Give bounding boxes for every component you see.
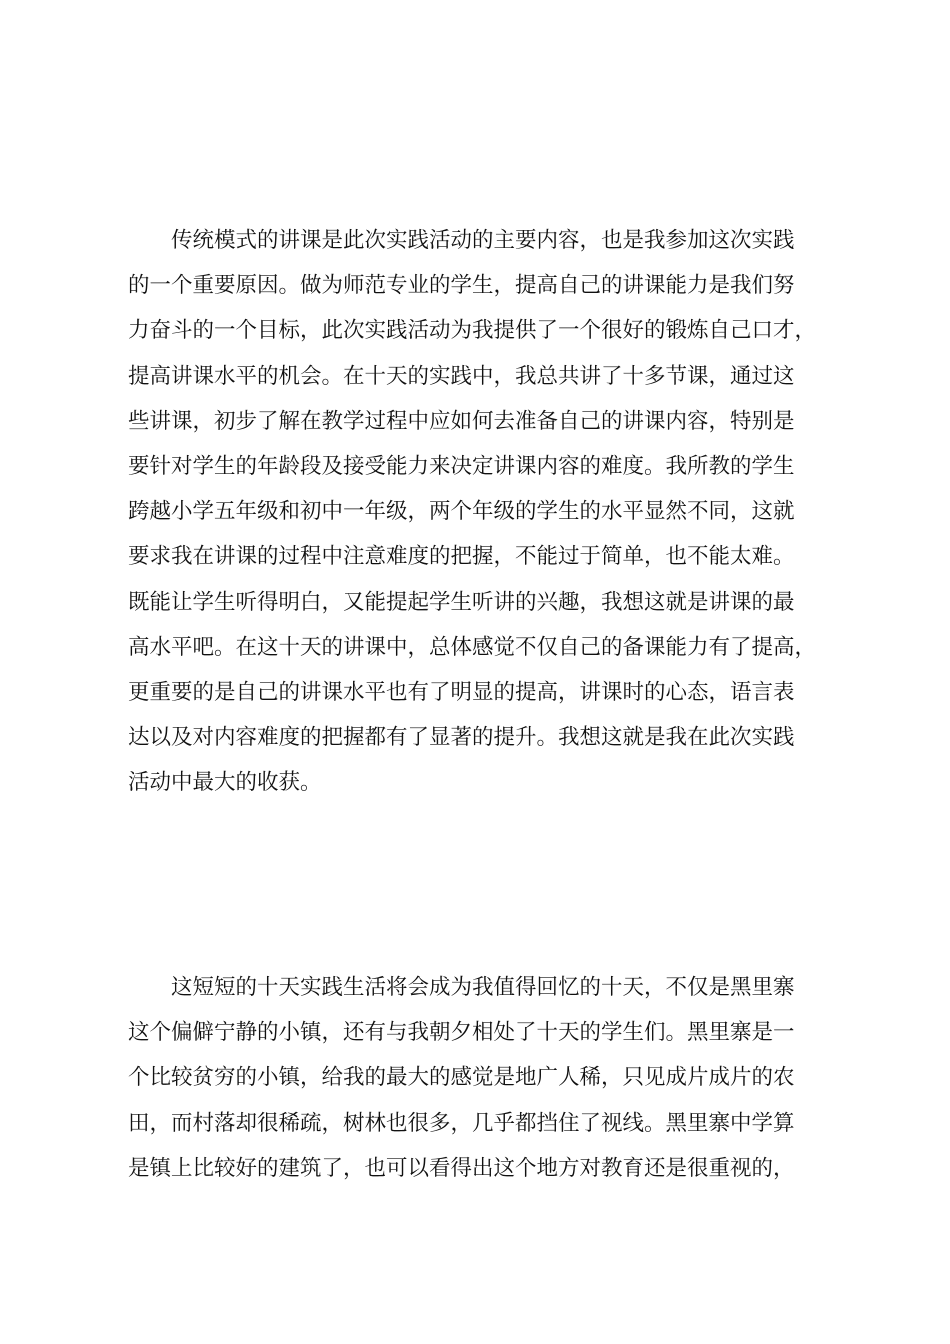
paragraph-1 [128, 218, 828, 805]
text-line: 田，而村落却很稀疏，树林也很多，几乎都挡住了视线。黑里寨中学算 [128, 1110, 795, 1136]
text-line: 这个偏僻宁静的小镇，还有与我朝夕相处了十天的学生们。黑里寨是一 [128, 1020, 795, 1046]
text-line: 传统模式的讲课是此次实践活动的主要内容，也是我参加这次实践 [171, 228, 795, 253]
text-line: 活动中最大的收获。 [128, 770, 322, 796]
text-line: 的一个重要原因。做为师范专业的学生，提高自己的讲课能力是我们努 [128, 273, 795, 299]
text-line: 个比较贫穷的小镇，给我的最大的感觉是地广人稀，只见成片成片的农 [128, 1065, 795, 1091]
text-line: 些讲课，初步了解在教学过程中应如何去准备自己的讲课内容，特别是 [128, 408, 795, 434]
text-line: 是镇上比较好的建筑了，也可以看得出这个地方对教育还是很重视的， [128, 1155, 795, 1181]
text-line: 要求我在讲课的过程中注意难度的把握，不能过于简单，也不能太难。 [128, 544, 795, 570]
text-line: 力奋斗的一个目标，此次实践活动为我提供了一个很好的锻炼自己口才， [128, 318, 817, 344]
text-line: 这短短的十天实践生活将会成为我值得回忆的十天，不仅是黑里寨 [171, 975, 795, 1000]
text-line: 要针对学生的年龄段及接受能力来决定讲课内容的难度。我所教的学生 [128, 453, 795, 479]
paragraph-2 [128, 965, 828, 1191]
text-line: 更重要的是自己的讲课水平也有了明显的提高，讲课时的心态，语言表 [128, 679, 795, 705]
text-line: 既能让学生听得明白，又能提起学生听讲的兴趣，我想这就是讲课的最 [128, 589, 795, 615]
text-line: 提高讲课水平的机会。在十天的实践中，我总共讲了十多节课，通过这 [128, 363, 795, 389]
text-line: 高水平吧。在这十天的讲课中，总体感觉不仅自己的备课能力有了提高， [128, 634, 817, 660]
text-line: 达以及对内容难度的把握都有了显著的提升。我想这就是我在此次实践 [128, 725, 795, 751]
text-line: 跨越小学五年级和初中一年级，两个年级的学生的水平显然不同，这就 [128, 499, 795, 525]
